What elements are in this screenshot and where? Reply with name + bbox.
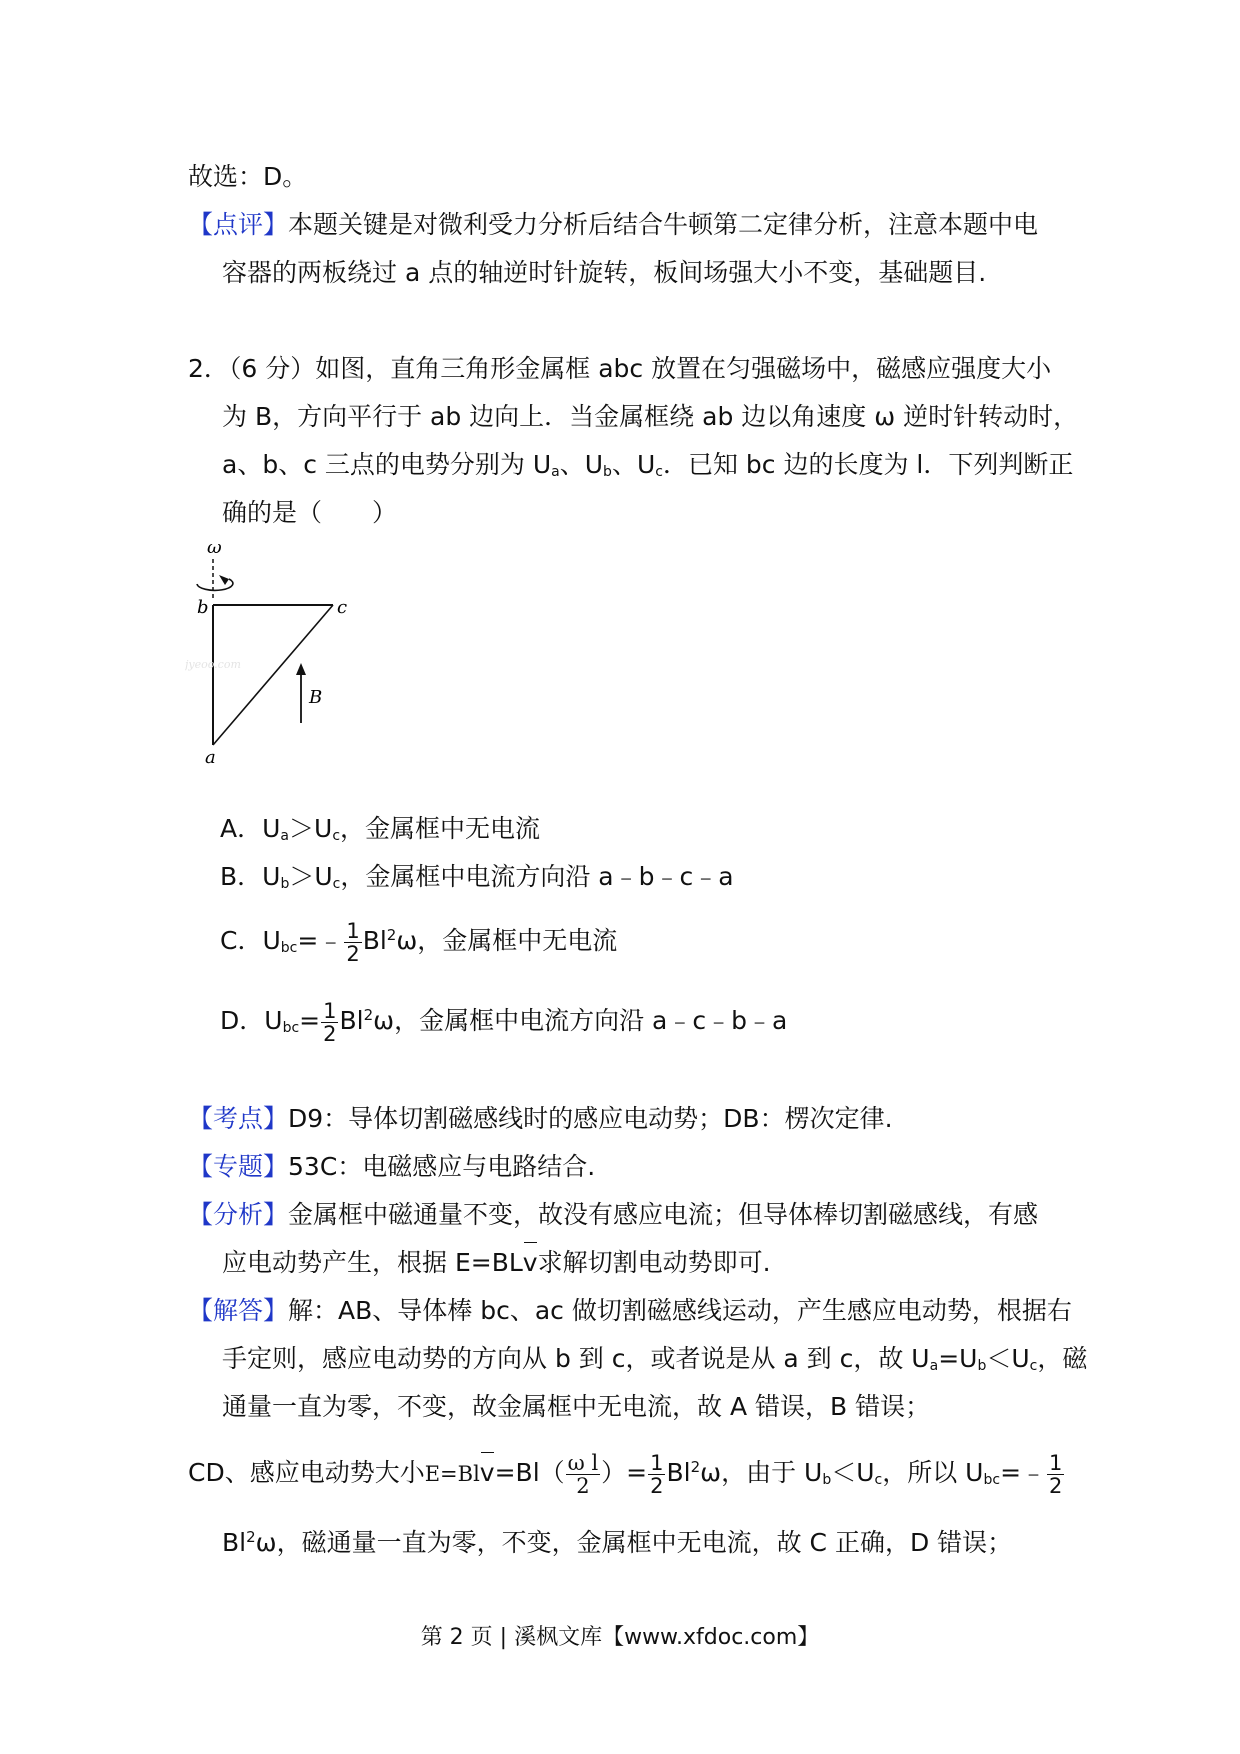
- option-a: A．$U_a>U_c$，金属框中无电流: [220, 814, 541, 844]
- option-d: D．$U_{bc}=$ $\frac{1}{2}$ Bl$^2$ω，金属框中电流方向沿 a﹣c﹣b﹣a: [220, 998, 788, 1046]
- field-B-label: B: [309, 687, 323, 708]
- edge-ac: [213, 605, 333, 745]
- zhuanti-tag: 【专题】: [188, 1152, 289, 1181]
- option-c: C．$U_{bc}=﹣$ $\frac{1}{2}$ Bl$^2$ω，金属框中无电流: [220, 918, 618, 966]
- comment-tag: 【点评】: [188, 210, 289, 239]
- comment-line-2: 容器的两板绕过 a 点的轴逆时针旋转，板间场强大小不变，基础题目.: [222, 258, 987, 287]
- fraction-one-half: $\frac{1}{2}$: [1049, 1450, 1063, 1498]
- jieda-tag: 【解答】: [188, 1296, 289, 1325]
- question-line-2: 为 B，方向平行于 ab 边向上．当金属框绕 ab 边以角速度 ω 逆时针转动时，: [222, 402, 1079, 431]
- v-bar-symbol: v: [480, 1456, 495, 1490]
- v-bar-symbol: v: [523, 1246, 538, 1280]
- jieda-line-3: 通量一直为零，不变，故金属框中无电流，故 A 错误，B 错误；: [222, 1392, 931, 1421]
- omega-label: ω: [207, 537, 222, 558]
- fraction-omega-l-over-2: $\frac{\text{ω l}}{2}$: [567, 1450, 599, 1498]
- fraction-one-half: $\frac{1}{2}$: [650, 1450, 664, 1498]
- question-line-4: 确的是（ ）: [222, 498, 398, 527]
- page-footer: 第 2 页 | 溪枫文库【www.xfdoc.com】: [420, 1625, 820, 1650]
- cd-line: CD、感应电动势大小E=Blv=Bl（ $\frac{\text{ω l}}{2}$ ）= $\frac{1}{2}$ Bl$^2$ω，由于 $U_b<U_c$，所以 $U_{bc}=﹣$ $\frac{1}{2}$: [188, 1450, 1063, 1498]
- final-line: Bl$^2$ω，磁通量一直为零，不变，金属框中无电流，故 C 正确，D 错误；: [222, 1528, 1013, 1557]
- fenxi-line-1: 【分析】金属框中磁通量不变，故没有感应电流；但导体棒切割磁感线，有感: [188, 1200, 1039, 1229]
- jieda-line-1: 【解答】解：AB、导体棒 bc、ac 做切割磁感线运动，产生感应电动势，根据右: [188, 1296, 1072, 1325]
- kaodian-line: 【考点】D9：导体切割磁感线时的感应电动势；DB：楞次定律.: [188, 1104, 893, 1133]
- vertex-b-label: b: [197, 597, 209, 618]
- question-number: 2．: [188, 354, 229, 383]
- vertex-a-label: a: [205, 747, 216, 768]
- vertex-c-label: c: [337, 597, 348, 618]
- conclusion-line: 故选：D。: [188, 162, 308, 191]
- kaodian-tag: 【考点】: [188, 1104, 289, 1133]
- fraction-one-half: $\frac{1}{2}$: [323, 998, 337, 1046]
- fraction-one-half: $\frac{1}{2}$: [346, 918, 360, 966]
- jieda-line-2: 手定则，感应电动势的方向从 b 到 c，或者说是从 a 到 c，故 $U_a=U_b<U_c$，磁: [222, 1344, 1088, 1374]
- rotation-arrowhead-icon: [219, 575, 229, 585]
- option-b: B．$U_b>U_c$，金属框中电流方向沿 a﹣b﹣c﹣a: [220, 862, 734, 892]
- triangle-figure: [185, 535, 355, 770]
- zhuanti-line: 【专题】53C：电磁感应与电路结合.: [188, 1152, 596, 1181]
- watermark: jyeoo.com: [185, 658, 241, 671]
- fenxi-line-2: 应电动势产生，根据 E=BLv求解切割电动势即可.: [222, 1246, 771, 1280]
- question-line-1: 2．（6 分）如图，直角三角形金属框 abc 放置在匀强磁场中，磁感应强度大小: [188, 354, 1052, 383]
- field-arrowhead-icon: [296, 663, 306, 675]
- comment-line-1: 【点评】本题关键是对微利受力分析后结合牛顿第二定律分析，注意本题中电: [188, 210, 1039, 239]
- question-line-3: a、b、c 三点的电势分别为 $U_a$、$U_b$、$U_c$．已知 bc 边的长度为 l．下列判断正: [222, 450, 1074, 480]
- fenxi-tag: 【分析】: [188, 1200, 289, 1229]
